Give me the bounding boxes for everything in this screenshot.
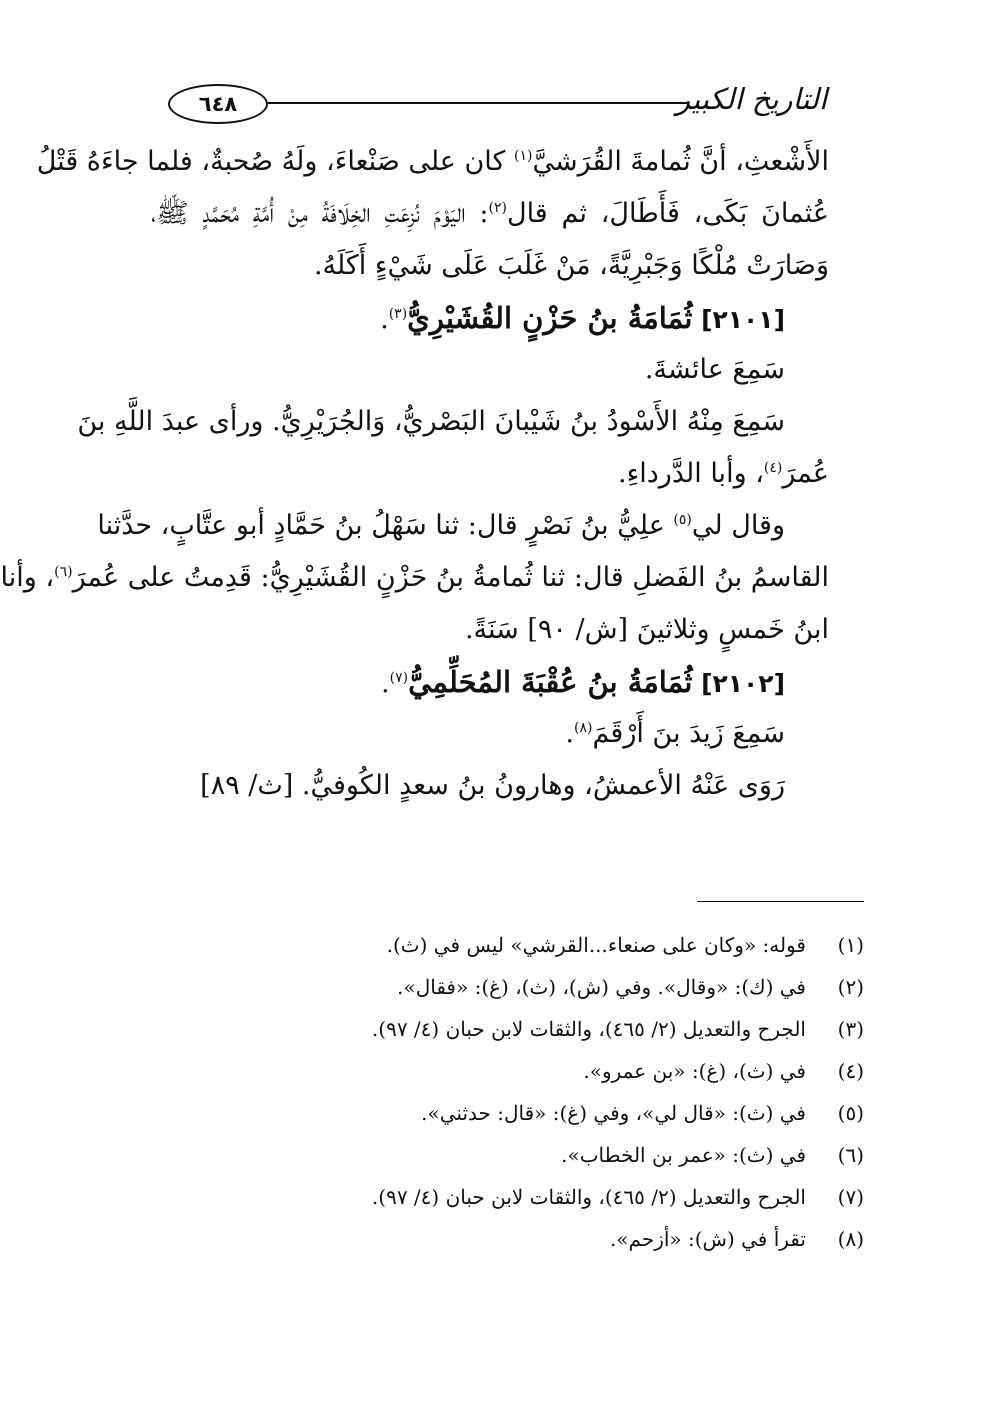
footnote-ref: (٦) [54, 564, 73, 580]
footnote-text: الجرح والتعديل (٢/ ٤٦٥)، والثقات لابن حبان (٤/ ٩٧). [371, 1185, 806, 1209]
footnote-number: (٦) [837, 1143, 864, 1167]
entry-number: [٢١٠٢] [701, 669, 785, 698]
footnote [124, 1092, 864, 1134]
footnote-text: في (ث)، (غ): «بن عمرو». [583, 1059, 806, 1083]
footnote [124, 966, 864, 1008]
body-line-1 [36, 136, 829, 188]
entry-line: سَمِعَ زَيدَ بنَ أَرْقَمَ$^{(٨)}$. [565, 718, 785, 749]
entry-line [0, 552, 829, 604]
footnote-number: (٧) [837, 1185, 864, 1209]
body-line-3: وَصَارَتْ مُلْكًا وَجَبْرِيَّةً، مَنْ غَلَبَ عَلَى شَيْءٍ أَكَلَهُ. [313, 250, 829, 281]
footnote-ref: (٨) [573, 720, 593, 736]
entry-name: ثُمَامَةُ بنُ حَزْنٍ القُشَيْرِيُّ [407, 301, 693, 335]
entry-line: سَمِعَ عائشةَ. [644, 354, 785, 385]
footnote-number: (٢) [837, 975, 864, 999]
body-line-2 [151, 188, 829, 240]
page-header [168, 84, 827, 124]
footnote-text: في (ث): «قال لي»، وفي (غ): «قال: حدثني». [421, 1101, 806, 1125]
body-text: القاسمُ بنُ الفَضلِ قال: ثنا ثُمامةُ بنُ حَزْنٍ القُشَيْرِيُّ: قَدِمتُ على عُمرَ [72, 562, 829, 593]
entry-line [151, 448, 829, 500]
body-text: عُثمانَ بَكَى، فَأَطَالَ، ثم قال [506, 198, 829, 229]
body-text: : اليَوْمَ نُزِعَتِ الخِلَافَةُ مِنْ أُمَّةِ مُحَمَّدٍ ﷺ، [151, 198, 489, 229]
main-text [0, 136, 829, 812]
footnote-number: (٣) [837, 1017, 864, 1041]
footnote-number: (٥) [837, 1101, 864, 1125]
footnote-ref: (٣) [388, 306, 408, 322]
footnote [124, 1134, 864, 1176]
entry-line: ابنُ خَمسٍ وثلاثينَ [ش/ ٩٠] سَنَةً. [464, 614, 829, 645]
footnote-number: (٨) [837, 1227, 864, 1251]
footnote [124, 1176, 864, 1218]
header-rule [268, 102, 687, 104]
footnote-text: في (ث): «عمر بن الخطاب». [561, 1143, 806, 1167]
footnote-number: (٤) [837, 1059, 864, 1083]
footnote-ref: (٤) [763, 460, 783, 476]
body-text: ، وأبا الدَّرداءِ. [618, 458, 764, 489]
footnotes [124, 924, 864, 1260]
entry-line: رَوَى عَنْهُ الأعمشُ، وهارونُ بنُ سعدٍ الكُوفيُّ. [ث/ ٨٩] [200, 770, 785, 801]
body-text: ، وأنا [0, 562, 55, 593]
body-text: وقال لي [691, 510, 785, 541]
footnote-separator [697, 901, 864, 902]
body-text: الأَشْعثِ، أنَّ ثُمامةَ القُرَشيَّ [532, 146, 829, 177]
footnote [124, 1050, 864, 1092]
footnote-text: قوله: «وكان على صنعاء...القرشي» ليس في (ث). [386, 933, 806, 957]
entry-number: [٢١٠١] [701, 305, 785, 334]
footnote-text: تقرأ في (ش): «أزحم». [609, 1227, 806, 1251]
footnote-ref: (٧) [389, 670, 409, 686]
footnote [124, 924, 864, 966]
body-text: كان على صَنْعاءَ، ولَهُ صُحبةٌ، فلما جاءَهُ قَتْلُ [36, 146, 506, 177]
footnote-text: في (ك): «وقال». وفي (ش)، (ث)، (غ): «فقال». [397, 975, 806, 999]
footnote [124, 1218, 864, 1260]
entry-name: ثُمَامَةُ بنُ عُقْبَةَ المُحَلِّمِيُّ [408, 665, 693, 699]
entry-heading-2102: [٢١٠٢] ثُمَامَةُ بنُ عُقْبَةَ المُحَلِّمِيُّ$^{(٧)}$. [381, 665, 785, 699]
footnote-ref: (٢) [488, 200, 507, 216]
body-text: عُمرَ [782, 458, 829, 489]
footnote-text: الجرح والتعديل (٢/ ٤٦٥)، والثقات لابن حبان (٤/ ٩٧). [371, 1017, 806, 1041]
footnote-ref: (٥) [673, 512, 692, 528]
body-text: علِيُّ بنُ نَصْرٍ قال: ثنا سَهْلُ بنُ حَمَّادٍ أبو عتَّابٍ، حدَّثنا [97, 510, 665, 541]
book-title: التاريخ الكبير [676, 82, 827, 116]
entry-line [97, 500, 829, 552]
page-number: ٦٤٨ [168, 84, 268, 124]
body-text: سَمِعَ زَيدَ بنَ أَرْقَمَ [592, 718, 785, 749]
entry-heading-2101: [٢١٠١] ثُمَامَةُ بنُ حَزْنٍ القُشَيْرِيُّ$^{(٣)}$. [380, 301, 785, 335]
footnote-ref: (١) [513, 148, 533, 164]
footnote-number: (١) [837, 933, 864, 957]
entry-line: سَمِعَ مِنْهُ الأَسْودُ بنُ شَيْبانَ البَصْريُّ، وَالجُرَيْرِيُّ. ورأى عبدَ اللَّهِ بنَ [77, 406, 785, 437]
footnote [124, 1008, 864, 1050]
